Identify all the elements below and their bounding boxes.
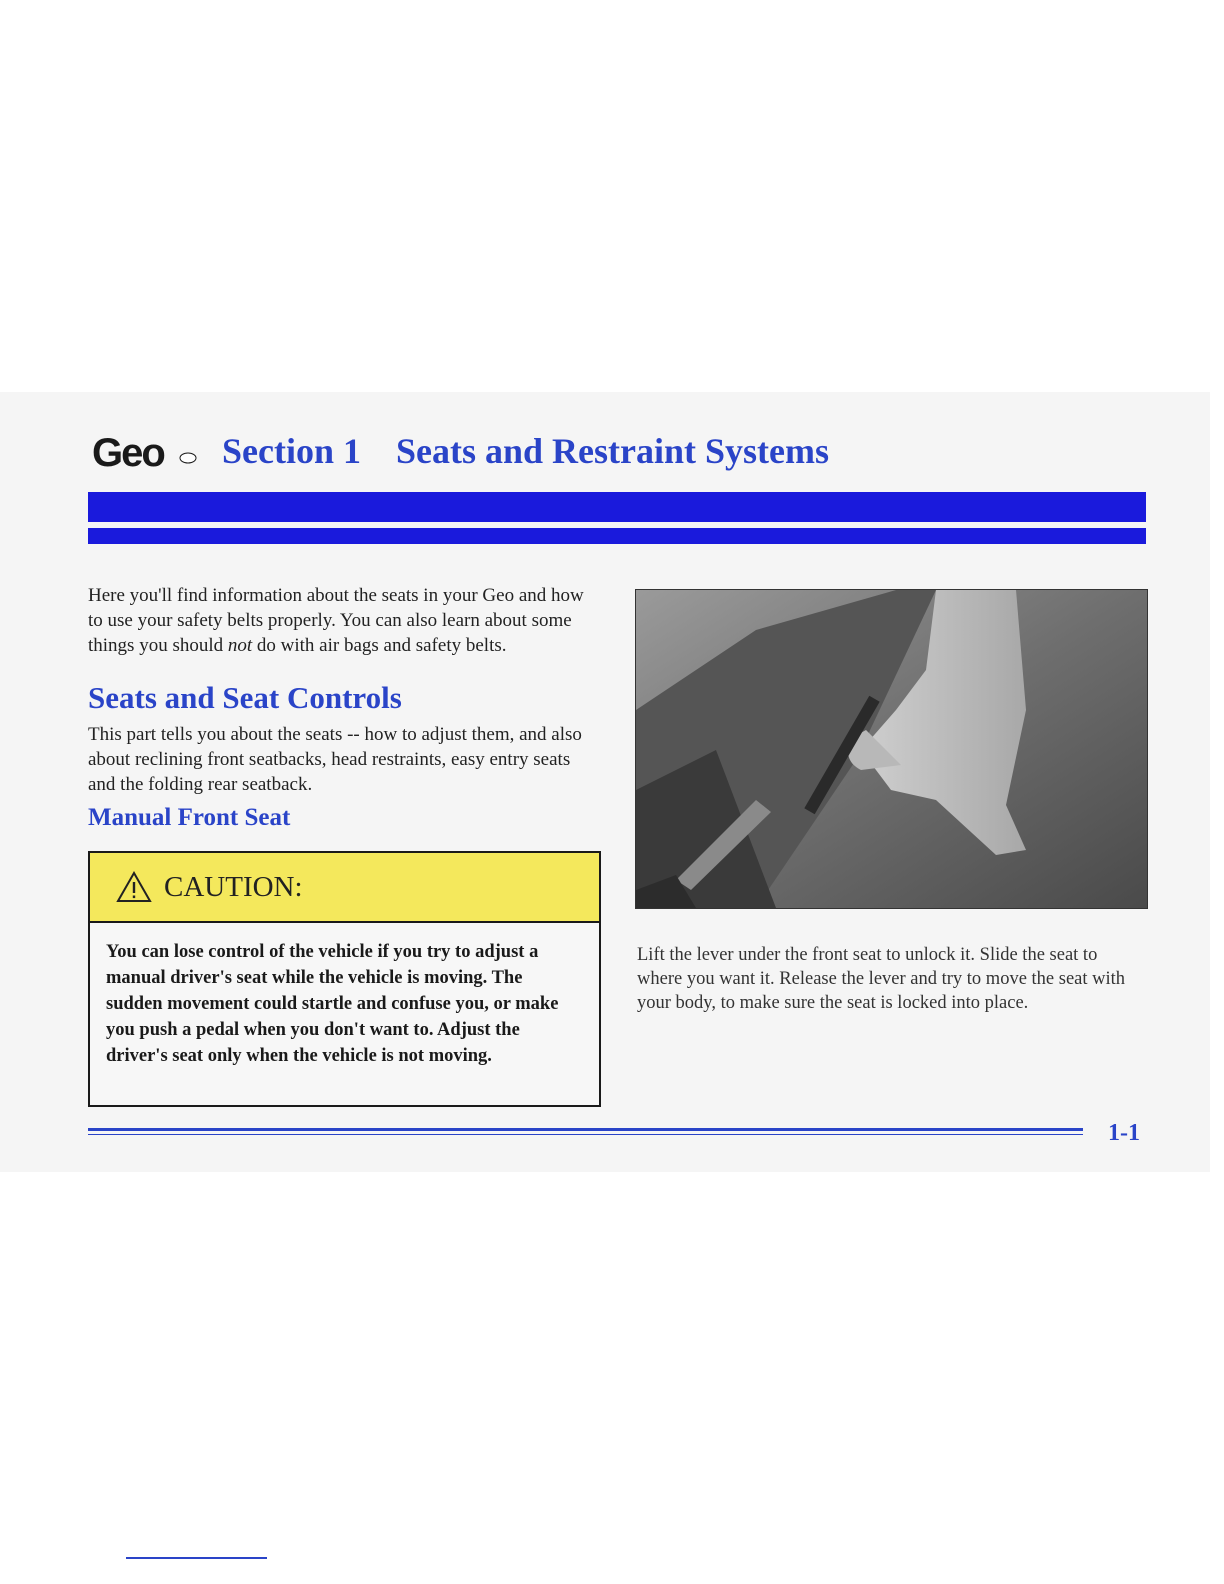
section-number: Section 1 — [222, 431, 361, 471]
caution-header — [90, 853, 599, 923]
photo-caption: Lift the lever under the front seat to unlock it. Slide the seat to where you want it. Release the lever and try to move the seat with your body, to make sure the seat is locked into place. — [637, 945, 1126, 1013]
seat-lever-photo-art — [636, 590, 1147, 908]
seat-lever-photo — [635, 589, 1148, 909]
intro-emphasis: not — [227, 635, 253, 656]
header-bar-top — [88, 492, 1146, 522]
section-title: Seats and Restraint Systems — [396, 431, 830, 471]
footer-rule — [88, 1128, 1083, 1131]
seats-paragraph: This part tells you about the seats -- how to adjust them, and also about reclining front seatbacks, head restraints, easy entry seats and the folding rear seatback. — [88, 724, 582, 795]
caution-box — [88, 851, 601, 1107]
intro-paragraph — [88, 583, 600, 658]
geo-logo-text: Geo — [92, 431, 164, 474]
intro-text-after: do with air bags and safety belts. — [252, 635, 507, 656]
header-bar-bottom — [88, 528, 1146, 544]
caution-label: CAUTION: — [164, 871, 303, 903]
intro-text-before: Here you'll find information about the seats in your Geo and how to use your safety belts properly. You can also learn about some things you should — [88, 585, 584, 656]
warning-triangle-icon — [116, 871, 152, 903]
seats-heading: Seats and Seat Controls — [88, 680, 402, 715]
geo-logo-icon — [90, 428, 210, 474]
manual-seat-heading: Manual Front Seat — [88, 804, 291, 831]
footer-rule-thin — [88, 1134, 1083, 1135]
caution-text: You can lose control of the vehicle if you try to adjust a manual driver's seat while the vehicle is moving. The sudden movement could startle and confuse you, or make you push a pedal when you don't want to. Adjust the driver's seat only when the vehicle is not moving. — [106, 942, 559, 1066]
page-number: 1-1 — [1108, 1120, 1140, 1146]
bottom-rule — [126, 1557, 267, 1559]
